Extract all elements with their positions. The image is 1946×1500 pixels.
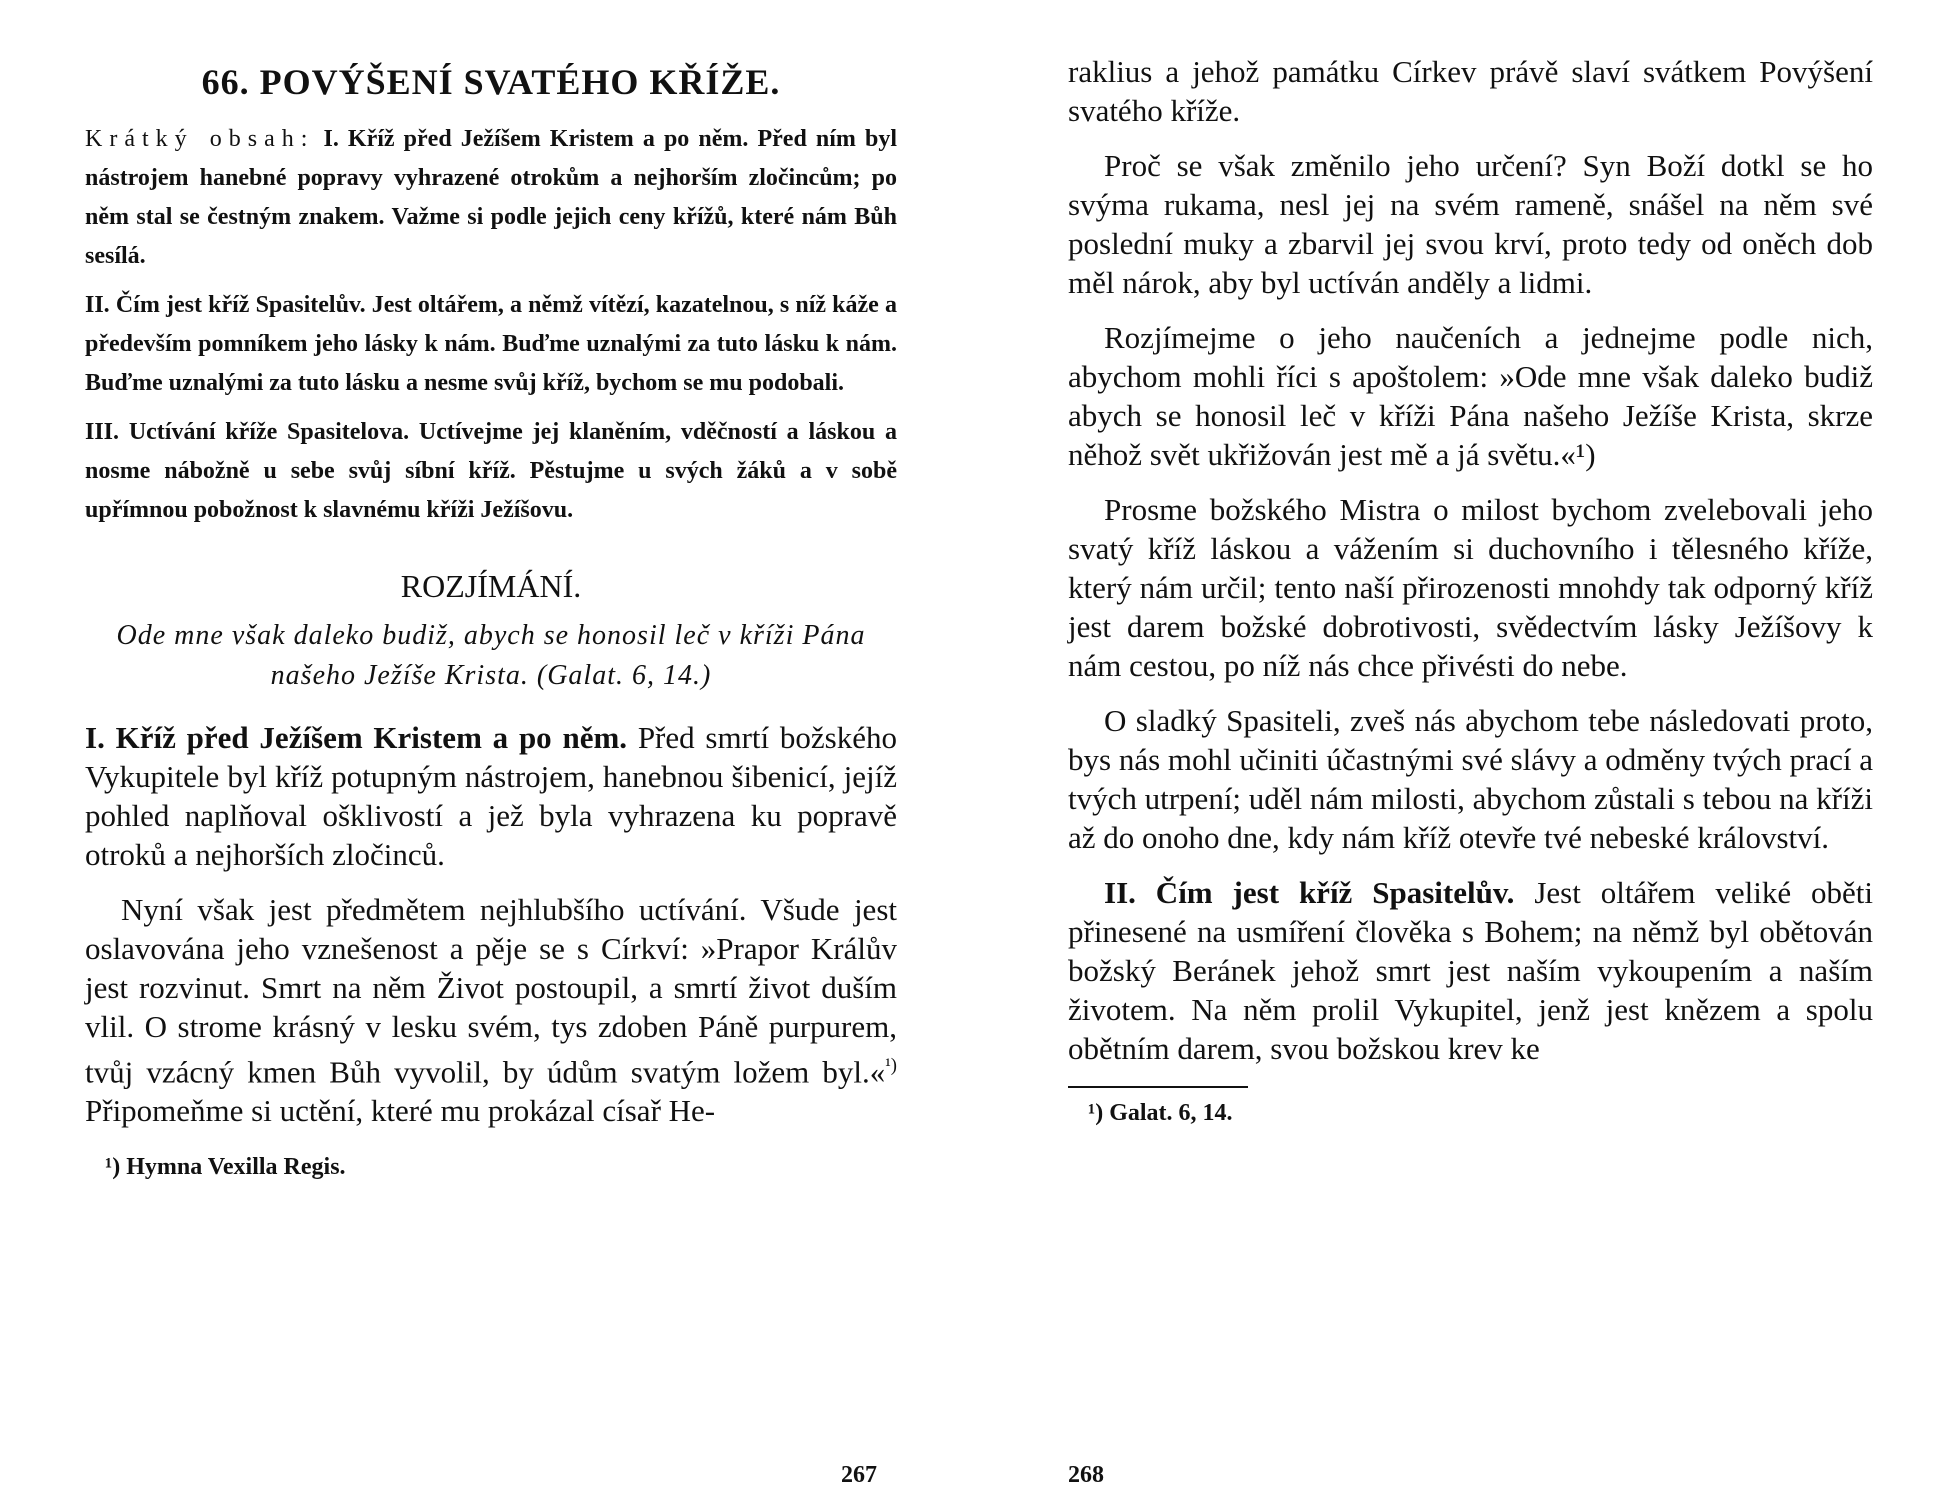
right-page [1068, 0, 1873, 1500]
motto: Ode mne však daleko budiž, abych se honosil leč v kříži Pána našeho Ježíše Krista. (Galat. 6, 14.) [116, 620, 866, 691]
footnote-ref: ¹) [885, 1055, 897, 1076]
paragraph-heading: I. Kříž před Ježíšem Kristem a po něm. [85, 720, 628, 755]
summary-block [85, 120, 897, 530]
paragraph: Proč se však změnilo jeho určení? Syn Boží dotkl se ho svýma rukama, nesl jej na svém rameně, snášel na něm své poslední muky a zbarvil jej svou krví, proto tedy od oněch dob měl nárok, aby byl uctíván anděly a lidmi. [1068, 148, 1873, 300]
footnote-divider [1068, 1086, 1248, 1088]
paragraph: Nyní však jest předmětem nejhlubšího uctívání. Všude jest oslavována jeho vznešenost a pěje se s Církví: »Prapor Králův jest rozvinut. Smrt na něm Život postoupil, a smrtí život duším vlil. O strome krásný v lesku svém, tys zdoben Páně purpurem, tvůj vzácný kmen Bůh vyvolil, by údům svatým ložem byl.«$^{^1)}$ Připomeňme si uctění, které mu prokázal císař He- [85, 892, 897, 1129]
paragraph: Prosme božského Mistra o milost bychom zvelebovali jeho svatý kříž láskou a vážením si duchovního i tělesného kříže, který nám určil; tento naší přirozenosti mnohdy tak odporný kříž jest darem božské dobrotivosti, svědectvím lásky Ježíšovy k nám cestou, po níž nás chce přivésti do nebe. [1068, 492, 1873, 683]
summary-label: Krátký obsah: [85, 126, 315, 152]
footnote: ¹) Hymna Vexilla Regis. [105, 1154, 346, 1181]
left-page [85, 0, 897, 1500]
left-body [85, 718, 897, 1130]
summary-item-1: Krátký obsah: I. Kříž před Ježíšem Kristem a po něm. Před ním byl nástrojem hanebné popravy vyhrazené otrokům a nejhorším zločincům; po něm stal se čestným znakem. Važme si podle jejich ceny křížů, které nám Bůh sesílá. [85, 126, 898, 269]
paragraph: I. Kříž před Ježíšem Kristem a po něm. Před smrtí božského Vykupitele byl kříž potupným nástrojem, hanebnou šibenicí, jejíž pohled naplňoval ošklivostí a jež byla vyhrazena ku popravě otroků a nejhorších zločinců. [85, 720, 897, 872]
section-heading: ROZJÍMÁNÍ. [400, 568, 582, 604]
chapter-title: 66. POVÝŠENÍ SVATÉHO KŘÍŽE. [201, 62, 781, 102]
paragraph: raklius a jehož památku Církev právě slaví svátkem Povýšení svatého kříže. [1068, 54, 1873, 128]
paragraph-heading: II. Čím jest kříž Spasitelův. [1104, 875, 1515, 910]
summary-item-3: III. Uctívání kříže Spasitelova. Uctívejme jej klaněním, vděčností a láskou a nosme nábožně u sebe svůj síbní kříž. Pěstujme u svých žáků a v sobě upřímnou pobožnost k slavnému kříži Ježíšovu. [85, 419, 897, 523]
paragraph: Rozjímejme o jeho naučeních a jednejme podle nich, abychom mohli říci s apoštolem: »Ode mne však daleko budiž abych se honosil leč v kříži Pána našeho Ježíše Krista, skrze něhož svět ukřižován jest mě a já světu.«¹) [1068, 320, 1873, 472]
page-number: 268 [1068, 1462, 1104, 1488]
page-number: 267 [841, 1462, 877, 1488]
summary-item-2: II. Čím jest kříž Spasitelův. Jest oltářem, a němž vítězí, kazatelnou, s níž káže a především pomníkem jeho lásky k nám. Buďme uznalými za tuto lásku k nám. Buďme uznalými za tuto lásku a nesme svůj kříž, bychom se mu podobali. [85, 292, 897, 396]
footnote: ¹) Galat. 6, 14. [1088, 1100, 1233, 1126]
right-body [1068, 52, 1873, 1068]
paragraph: O sladký Spasiteli, zveš nás abychom tebe následovati proto, bys nás mohl učiniti účastnými své slávy a odměny tvých prací a tvých utrpení; uděl nám milosti, abychom zůstali s tebou na kříži až do onoho dne, kdy nám kříž otevře tvé nebeské království. [1068, 703, 1873, 855]
paragraph: II. Čím jest kříž Spasitelův. Jest oltářem veliké oběti přinesené na usmíření člověka s Bohem; na němž byl obětován božský Beránek jehož smrt jest naším vykoupením a naším životem. Na něm prolil Vykupitel, jenž jest knězem a spolu obětním darem, svou božskou krev ke [1068, 875, 1873, 1066]
